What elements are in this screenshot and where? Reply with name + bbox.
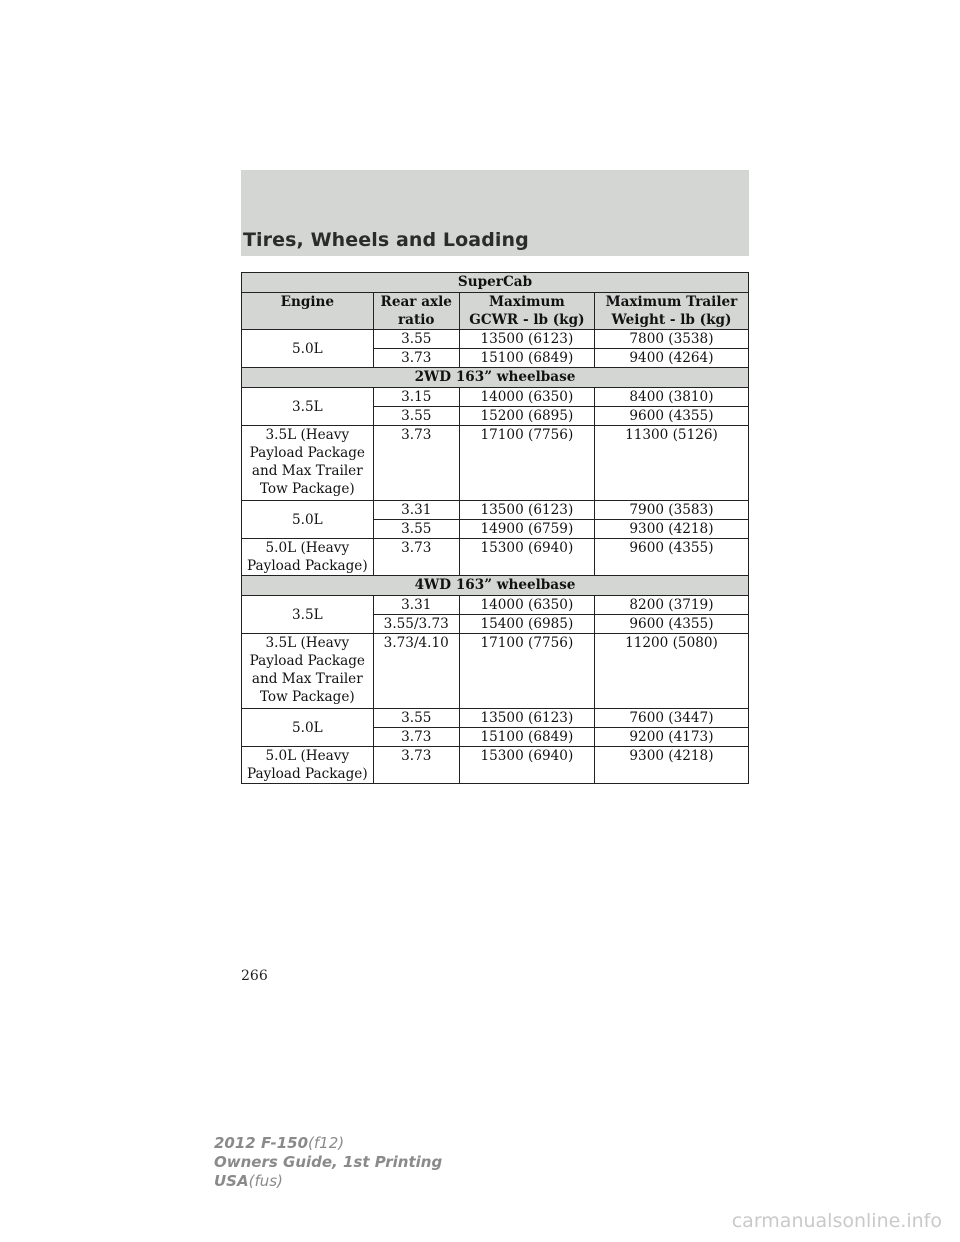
- group-title-row: [242, 368, 749, 388]
- gcwr-cell: 13500 (6123): [459, 330, 594, 349]
- trailer-cell: 8200 (3719): [594, 596, 748, 615]
- section-title: Tires, Wheels and Loading: [243, 229, 529, 251]
- trailer-cell: 7900 (3583): [594, 501, 748, 520]
- table-row: [242, 501, 749, 520]
- footer-edition: Owners Guide, 1st Printing: [214, 1153, 443, 1171]
- table-banner-row: [242, 273, 749, 293]
- ratio-cell: 3.73: [373, 728, 459, 747]
- gcwr-cell: 13500 (6123): [459, 501, 594, 520]
- engine-cell: 3.5L: [242, 388, 374, 426]
- ratio-cell: 3.73/4.10: [373, 634, 459, 709]
- engine-cell: 3.5L: [242, 596, 374, 634]
- table-row: [242, 709, 749, 728]
- group-title-2wd: 2WD 163” wheelbase: [242, 368, 749, 388]
- gcwr-cell: 13500 (6123): [459, 709, 594, 728]
- engine-cell: 5.0L: [242, 330, 374, 368]
- group-title-4wd: 4WD 163” wheelbase: [242, 576, 749, 596]
- gcwr-cell: 14000 (6350): [459, 596, 594, 615]
- ratio-cell: 3.55: [373, 520, 459, 539]
- ratio-cell: 3.73: [373, 747, 459, 784]
- table-banner: SuperCab: [242, 273, 749, 293]
- ratio-cell: 3.31: [373, 596, 459, 615]
- ratio-cell: 3.55: [373, 330, 459, 349]
- group-title-row: [242, 576, 749, 596]
- trailer-cell: 11300 (5126): [594, 426, 748, 501]
- ratio-cell: 3.73: [373, 349, 459, 368]
- ratio-cell: 3.31: [373, 501, 459, 520]
- gcwr-cell: 15400 (6985): [459, 615, 594, 634]
- table-row: [242, 634, 749, 709]
- gcwr-cell: 15300 (6940): [459, 539, 594, 576]
- gcwr-cell: 15100 (6849): [459, 728, 594, 747]
- footer-market: USA: [214, 1172, 249, 1190]
- table-row: [242, 388, 749, 407]
- page-number: 266: [241, 968, 268, 984]
- ratio-cell: 3.73: [373, 426, 459, 501]
- trailer-cell: 11200 (5080): [594, 634, 748, 709]
- trailer-cell: 9600 (4355): [594, 539, 748, 576]
- column-header-trailer-weight: Maximum Trailer Weight - lb (kg): [594, 293, 748, 330]
- table-row: [242, 596, 749, 615]
- towing-spec-table: [241, 272, 749, 784]
- gcwr-cell: 15200 (6895): [459, 407, 594, 426]
- trailer-cell: 8400 (3810): [594, 388, 748, 407]
- table-row: [242, 747, 749, 784]
- trailer-cell: 7800 (3538): [594, 330, 748, 349]
- trailer-cell: 9300 (4218): [594, 747, 748, 784]
- ratio-cell: 3.15: [373, 388, 459, 407]
- trailer-cell: 9600 (4355): [594, 407, 748, 426]
- gcwr-cell: 17100 (7756): [459, 426, 594, 501]
- engine-cell: 3.5L (Heavy Payload Package and Max Trailer Tow Package): [242, 426, 374, 501]
- print-footer: [214, 1134, 442, 1191]
- trailer-cell: 9300 (4218): [594, 520, 748, 539]
- engine-cell: 3.5L (Heavy Payload Package and Max Trailer Tow Package): [242, 634, 374, 709]
- table-row: [242, 330, 749, 349]
- trailer-cell: 9600 (4355): [594, 615, 748, 634]
- engine-cell: 5.0L: [242, 501, 374, 539]
- footer-market-code: (fus): [248, 1172, 283, 1190]
- column-header-row: [242, 293, 749, 330]
- footer-line-model: [214, 1134, 442, 1153]
- column-header-engine: Engine: [242, 293, 374, 330]
- gcwr-cell: 15100 (6849): [459, 349, 594, 368]
- footer-line-market: [214, 1172, 442, 1191]
- ratio-cell: 3.55/3.73: [373, 615, 459, 634]
- ratio-cell: 3.55: [373, 407, 459, 426]
- trailer-cell: 7600 (3447): [594, 709, 748, 728]
- ratio-cell: 3.55: [373, 709, 459, 728]
- trailer-cell: 9400 (4264): [594, 349, 748, 368]
- gcwr-cell: 14900 (6759): [459, 520, 594, 539]
- watermark[interactable]: carmanualsonline.info: [731, 1210, 942, 1232]
- trailer-cell: 9200 (4173): [594, 728, 748, 747]
- column-header-axle-ratio: Rear axle ratio: [373, 293, 459, 330]
- table-row: [242, 426, 749, 501]
- footer-model-code: (f12): [308, 1134, 345, 1152]
- engine-cell: 5.0L (Heavy Payload Package): [242, 539, 374, 576]
- table-row: [242, 539, 749, 576]
- gcwr-cell: 17100 (7756): [459, 634, 594, 709]
- engine-cell: 5.0L (Heavy Payload Package): [242, 747, 374, 784]
- gcwr-cell: 14000 (6350): [459, 388, 594, 407]
- ratio-cell: 3.73: [373, 539, 459, 576]
- footer-model: 2012 F-150: [214, 1134, 309, 1152]
- engine-cell: 5.0L: [242, 709, 374, 747]
- column-header-gcwr: Maximum GCWR - lb (kg): [459, 293, 594, 330]
- gcwr-cell: 15300 (6940): [459, 747, 594, 784]
